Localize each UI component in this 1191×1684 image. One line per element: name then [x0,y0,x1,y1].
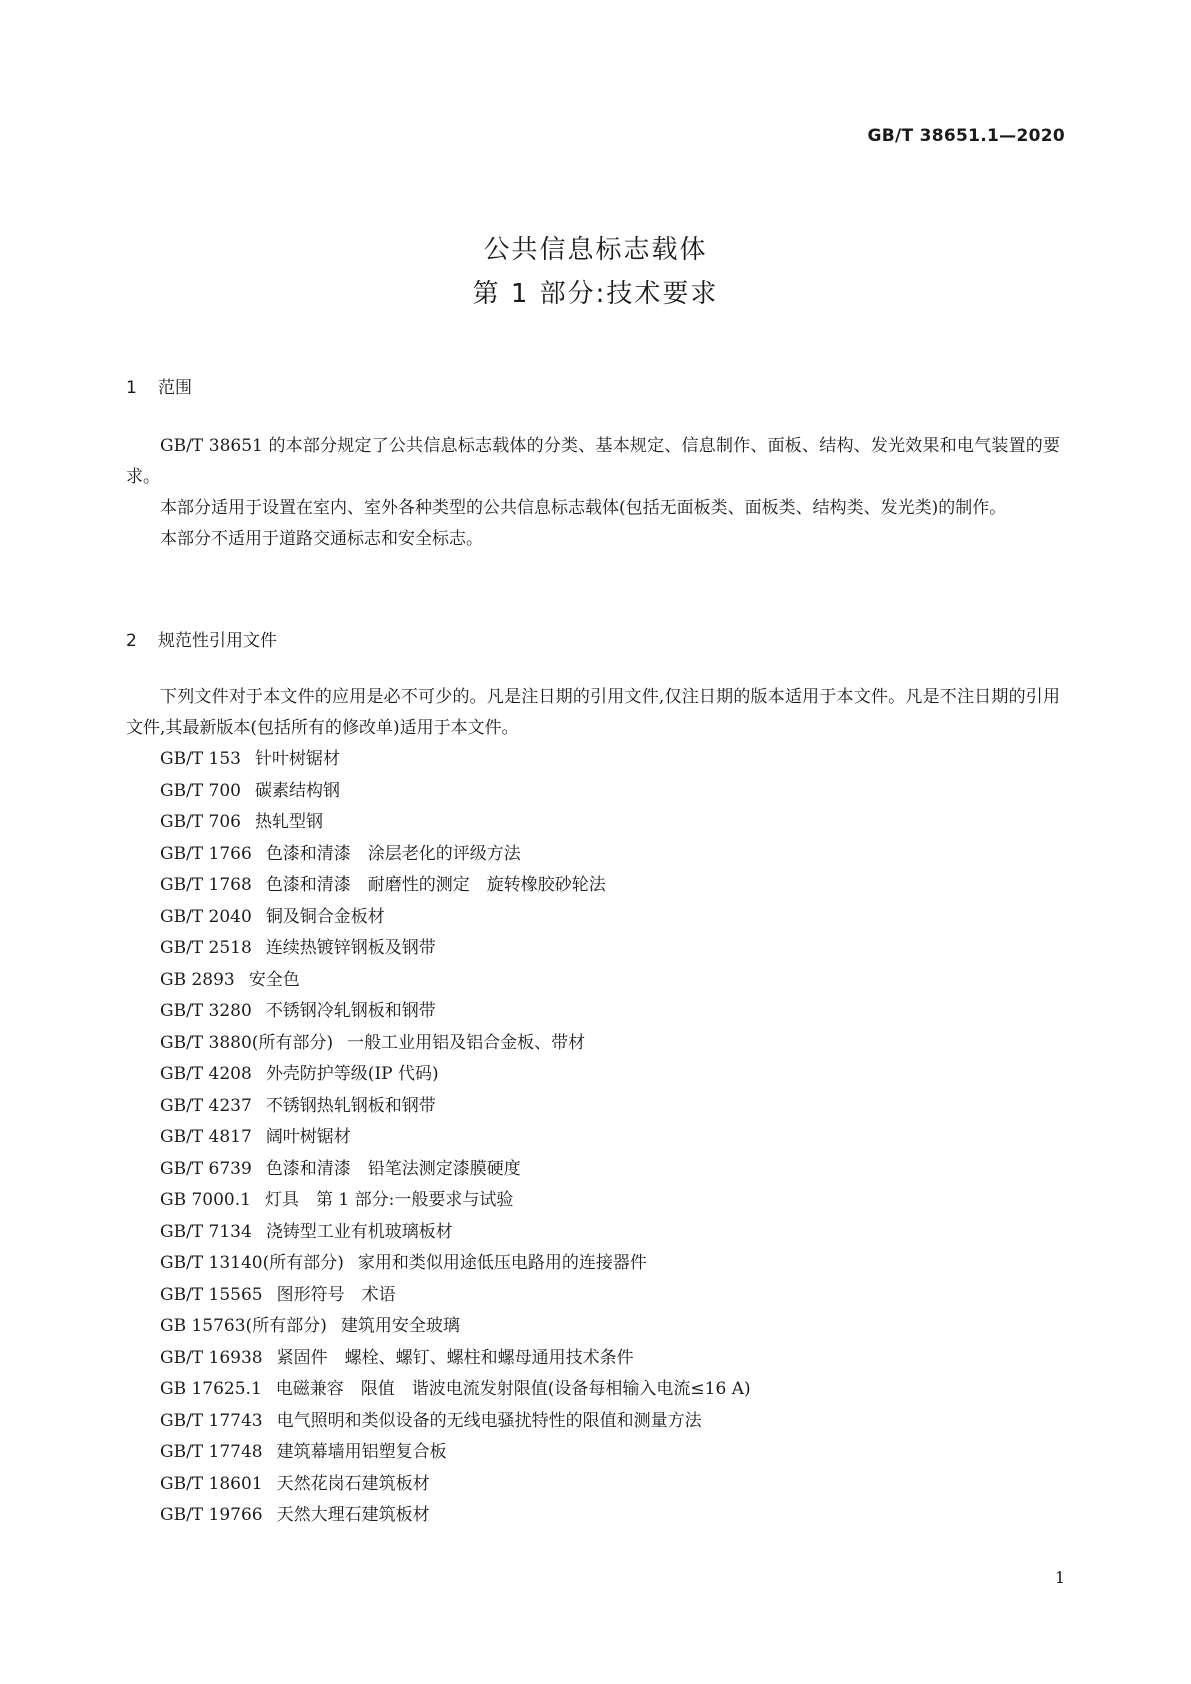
reference-item [126,1091,1060,1123]
reference-title: 建筑用安全玻璃 [340,1316,460,1336]
reference-code: GB/T 153 [160,749,241,769]
reference-title: 针叶树锯材 [255,749,340,769]
reference-item [126,807,1060,839]
reference-code: GB/T 3280 [160,1001,252,1021]
reference-title: 色漆和清漆 耐磨性的测定 旋转橡胶砂轮法 [265,875,606,895]
reference-item [126,1406,1060,1438]
reference-code: GB/T 13140(所有部分) [160,1253,344,1273]
reference-title: 家用和类似用途低压电路用的连接器件 [357,1253,647,1273]
page-number: 1 [1054,1568,1065,1587]
reference-title: 灯具 第 1 部分:一般要求与试验 [264,1190,514,1210]
title-line-1: 公共信息标志载体 [483,235,708,265]
reference-item [126,1311,1060,1343]
reference-code: GB/T 3880(所有部分) [160,1032,334,1053]
reference-code: GB/T 16938 [160,1347,263,1368]
reference-title: 不锈钢冷轧钢板和钢带 [265,1001,436,1021]
reference-title: 不锈钢热轧钢板和钢带 [265,1095,436,1116]
document-title [0,228,1191,316]
reference-title: 天然花岗石建筑板材 [276,1473,430,1494]
paragraph: 本部分适用于设置在室内、室外各种类型的公共信息标志载体(包括无面板类、面板类、结构类、发光类)的制作。 [160,498,1007,518]
reference-title: 安全色 [248,969,300,990]
reference-code: GB/T 15565 [160,1284,263,1305]
reference-code: GB 2893 [160,969,235,990]
reference-code: GB/T 1768 [160,875,252,895]
reference-item [126,744,1060,776]
reference-item [126,1343,1060,1375]
reference-item [126,1154,1060,1186]
reference-item [126,996,1060,1028]
reference-item [126,1469,1060,1501]
section-heading-scope [126,373,192,398]
reference-item [126,1374,1060,1406]
reference-code: GB/T 700 [160,780,241,801]
reference-item [126,776,1060,808]
section-number: 2 [126,631,137,651]
reference-title: 电气照明和类似设备的无线电骚扰特性的限值和测量方法 [276,1410,702,1431]
reference-code: GB/T 19766 [160,1505,263,1525]
paragraph: 下列文件对于本文件的应用是必不可少的。凡是注日期的引用文件,仅注日期的版本适用于本文件。凡是不注日期的引用文件,其最新版本(包括所有的修改单)适用于本文件。 [126,687,1060,738]
normative-references-body [126,682,1060,1532]
reference-item [126,1059,1060,1091]
reference-code: GB/T 7134 [160,1221,252,1242]
reference-item [126,1217,1060,1249]
reference-title: 天然大理石建筑板材 [276,1505,430,1525]
reference-title: 碳素结构钢 [255,780,340,801]
reference-title: 一般工业用铝及铝合金板、带材 [347,1032,586,1053]
reference-code: GB/T 4817 [160,1127,252,1147]
reference-item [126,902,1060,934]
reference-item [126,933,1060,965]
reference-code: GB/T 6739 [160,1158,252,1179]
reference-item [126,1028,1060,1060]
reference-code: GB 7000.1 [160,1190,251,1210]
paragraph: 本部分不适用于道路交通标志和安全标志。 [160,529,483,549]
reference-code: GB/T 1766 [160,843,252,864]
section-title: 范围 [158,378,192,398]
reference-code: GB/T 706 [160,812,241,832]
reference-title: 图形符号 术语 [276,1284,396,1305]
reference-title: 外壳防护等级(IP 代码) [265,1064,439,1084]
reference-item [126,965,1060,997]
reference-code: GB 17625.1 [160,1379,262,1399]
reference-item [126,1185,1060,1217]
title-line-2: 第 1 部分:技术要求 [472,279,719,309]
reference-title: 紧固件 螺栓、螺钉、螺柱和螺母通用技术条件 [276,1347,634,1368]
standard-code: GB/T 38651.1—2020 [867,126,1065,146]
reference-item [126,1437,1060,1469]
reference-item [126,1248,1060,1280]
reference-item [126,870,1060,902]
reference-code: GB 15763(所有部分) [160,1316,327,1336]
reference-code: GB/T 4237 [160,1095,252,1116]
reference-item [126,1500,1060,1532]
reference-title: 色漆和清漆 铅笔法测定漆膜硬度 [265,1158,521,1179]
reference-title: 浇铸型工业有机玻璃板材 [265,1221,453,1242]
reference-code: GB/T 17748 [160,1442,263,1462]
reference-title: 连续热镀锌钢板及钢带 [265,938,436,958]
reference-item [126,839,1060,871]
reference-item [126,1280,1060,1312]
section-heading-normative-references [126,626,277,651]
reference-code: GB/T 4208 [160,1064,252,1084]
reference-item [126,1122,1060,1154]
section-title: 规范性引用文件 [158,631,277,651]
reference-code: GB/T 17743 [160,1410,263,1431]
reference-title: 铜及铜合金板材 [265,906,385,927]
scope-body [126,431,1060,555]
reference-title: 建筑幕墙用铝塑复合板 [276,1442,447,1462]
reference-title: 阔叶树锯材 [265,1127,351,1147]
section-number: 1 [126,378,137,398]
reference-title: 色漆和清漆 涂层老化的评级方法 [265,843,521,864]
paragraph: GB/T 38651 的本部分规定了公共信息标志载体的分类、基本规定、信息制作、面板、结构、发光效果和电气装置的要求。 [126,436,1060,487]
reference-list [126,744,1060,1532]
reference-code: GB/T 2040 [160,906,252,927]
reference-code: GB/T 2518 [160,938,252,958]
reference-code: GB/T 18601 [160,1473,263,1494]
reference-title: 电磁兼容 限值 谐波电流发射限值(设备每相输入电流≤16 A) [275,1379,751,1399]
reference-title: 热轧型钢 [255,812,323,832]
